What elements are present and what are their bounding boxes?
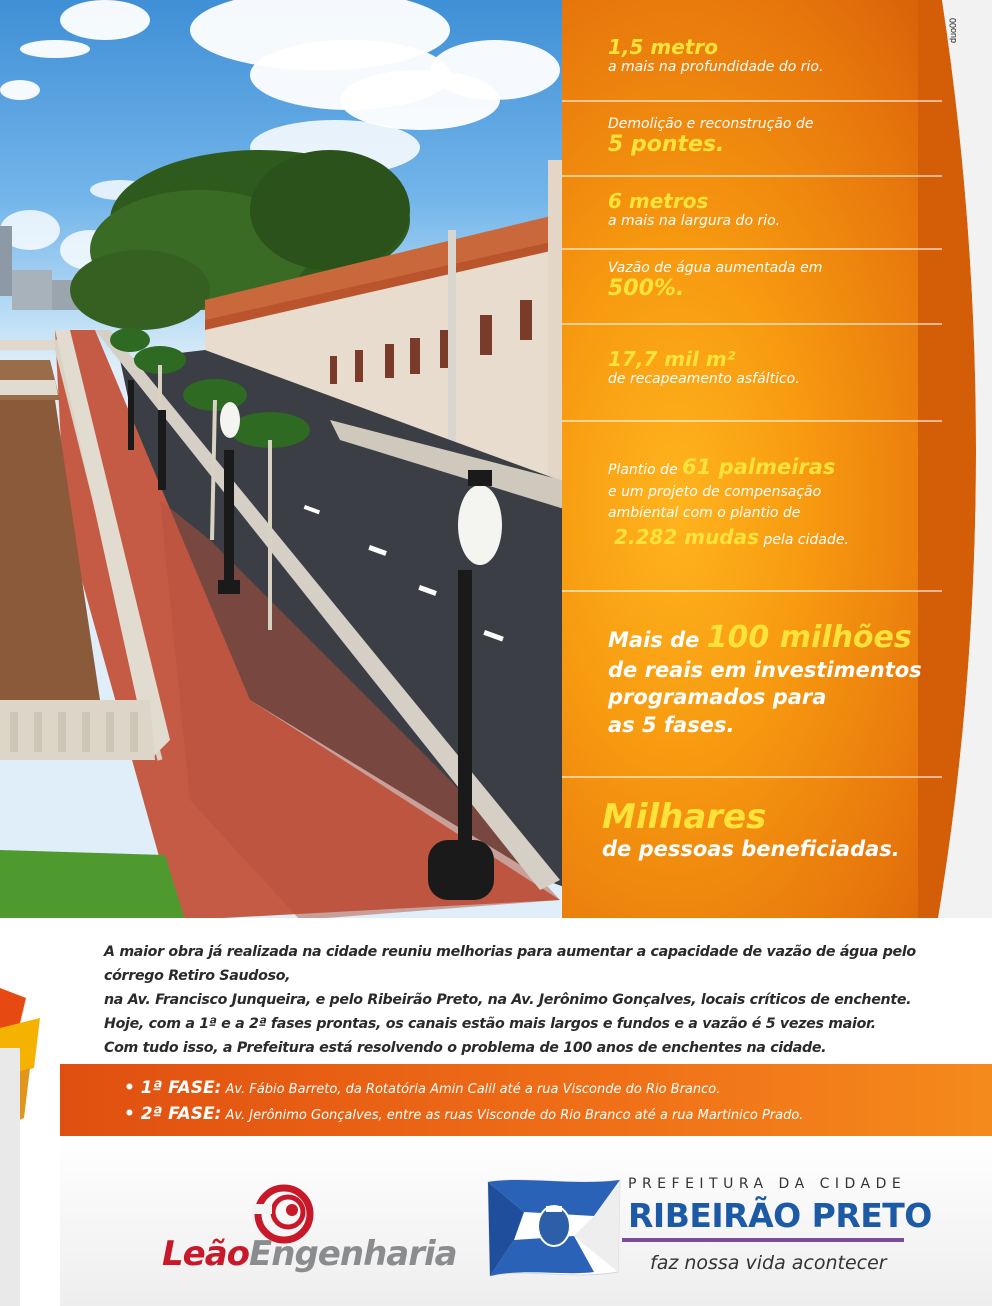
- phase-2: • 2ª FASE: Av. Jerônimo Gonçalves, entre as ruas Visconde do Rio Branco até a rua Martinico Prado.: [124, 1104, 804, 1124]
- leao-engenharia-logo: LeãoEngenharia: [162, 1234, 457, 1274]
- separator: [562, 100, 942, 102]
- ribeirao-flag-icon: [484, 1176, 624, 1286]
- separator: [562, 323, 942, 325]
- stat-investments: Mais de 100 milhões de reais em investimentos programados para as 5 fases.: [608, 620, 922, 737]
- stat-depth: 1,5 metro a mais na profundidade do rio.: [608, 35, 824, 75]
- separator: [562, 776, 942, 778]
- separator: [562, 248, 942, 250]
- ribeirao-preto-title: RIBEIRÃO PRETO: [628, 1196, 932, 1235]
- prefeitura-slogan: faz nossa vida acontecer: [650, 1252, 887, 1274]
- stat-people: Milhares de pessoas beneficiadas.: [602, 797, 900, 862]
- phases-banner: [60, 1064, 992, 1136]
- stat-asphalt: 17,7 mil m² de recapeamento asfáltico.: [608, 347, 800, 387]
- ribeirao-underline: [622, 1238, 904, 1242]
- stat-planting: Plantio de 61 palmeiras e um projeto de compensação ambiental com o plantio de 2.282 mudas pela cidade.: [608, 455, 849, 550]
- vertical-code: duo00: [948, 18, 958, 44]
- separator: [562, 420, 942, 422]
- decorative-shapes: [0, 918, 60, 1306]
- description-text: A maior obra já realizada na cidade reuniu melhorias para aumentar a capacidade de vazão de água pelo córrego Retiro Saudoso, na Av. Francisco Junqueira, e pelo Ribeirão Preto, na Av. Jerônimo Gonçalves, locais críticos de enchente. Hoje, com a 1ª e a 2ª fases prontas, os canais estão mais largos e fundos e a vazão é 5 vezes maior. Com tudo isso, a Prefeitura está resolvendo o problema de 100 anos de enchentes na cidade.: [104, 944, 916, 1056]
- stat-bridges: Demolição e reconstrução de 5 pontes.: [608, 116, 814, 158]
- separator: [562, 175, 942, 177]
- separator: [562, 590, 942, 592]
- phase-1: • 1ª FASE: Av. Fábio Barreto, da Rotatória Amin Calil até a rua Visconde do Rio Branco.: [124, 1078, 721, 1098]
- stat-flow: Vazão de água aumentada em 500%.: [608, 260, 823, 302]
- panel-curve-edge: [918, 0, 992, 918]
- stat-width: 6 metros a mais na largura do rio.: [608, 189, 781, 229]
- river-avenue-photo: [0, 0, 600, 920]
- prefeitura-label: PREFEITURA DA CIDADE: [628, 1176, 907, 1192]
